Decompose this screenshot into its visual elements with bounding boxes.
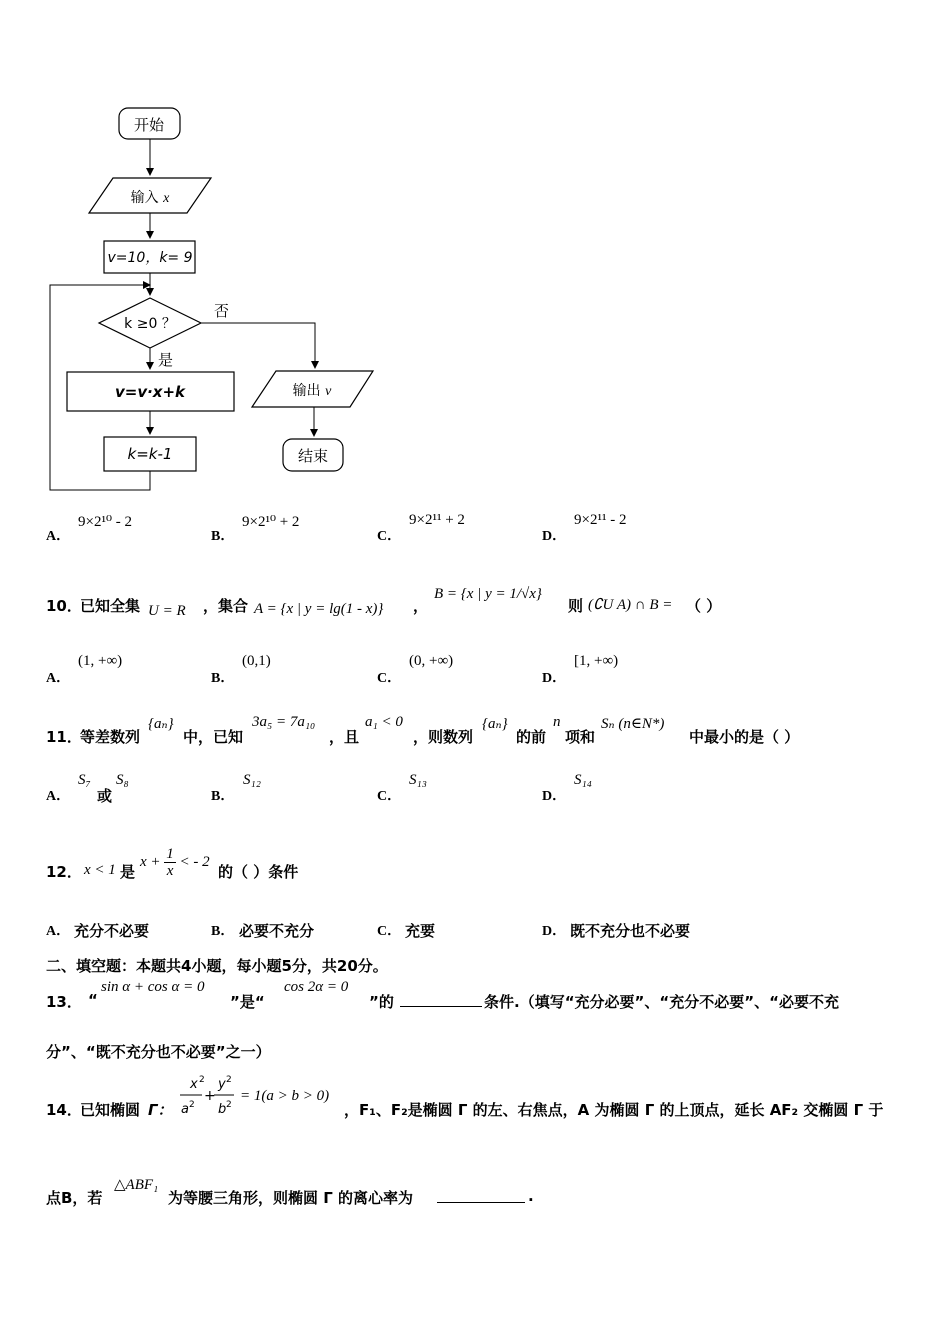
- q12-expr-lhs: x +: [140, 853, 161, 870]
- flow-update-v-text: v=v·x+k: [114, 383, 186, 401]
- q11-opt-a-value: S₇: [78, 772, 91, 788]
- q10-opt-a-label: A．: [46, 671, 71, 686]
- q9-opt-c-label: C．: [377, 529, 402, 544]
- q9-opt-a-value: 9×2¹⁰ - 2: [78, 514, 132, 530]
- svg-text:2: 2: [189, 1100, 195, 1110]
- q13-open-quote: “: [88, 991, 98, 1009]
- q10-text2: ，集合: [203, 597, 249, 615]
- flow-start-text: 开始: [133, 116, 165, 134]
- q11-opt-d-label: D．: [542, 789, 567, 804]
- q11-t2: 中，已知: [183, 728, 244, 746]
- q10-set-a: A = {x | y = lg(1 - x)}: [254, 601, 384, 617]
- q11-eq2: a₁ < 0: [365, 714, 403, 730]
- q9-opt-a-label: A．: [46, 529, 71, 544]
- q11-number: 11．: [46, 728, 82, 746]
- q11-opt-c-value: S₁₃: [409, 772, 427, 788]
- flow-yes-label: 是: [158, 351, 174, 369]
- flow-end-text: 结束: [297, 447, 329, 465]
- q10-set-b: B = {x | y = 1/√x}: [434, 586, 542, 602]
- q14-line2a: 点B，若: [46, 1189, 103, 1207]
- q12-t1: 是: [120, 863, 136, 881]
- q11-opt-c-label: C．: [377, 789, 402, 804]
- q12-expression: [140, 846, 210, 879]
- q11-sequence-2: {aₙ}: [482, 716, 508, 732]
- q11-opt-b-value: S₁₂: [243, 772, 261, 788]
- q10-comma: ，: [413, 597, 429, 615]
- q13-answer-blank: [400, 992, 482, 1007]
- q12-opt-c-value: 充要: [405, 922, 436, 940]
- q14-t2: ，F₁、F₂是椭圆 Γ 的左、右焦点，A 为椭圆 Γ 的上顶点，延长 AF₂ 交椭圆 Γ 于: [344, 1101, 884, 1119]
- q14-triangle: △ABF₁: [114, 1177, 159, 1193]
- q11-t4: ，则数列: [413, 728, 474, 746]
- q13-t2: ”的: [369, 993, 394, 1011]
- q12-opt-b-value: 必要不充分: [239, 922, 315, 940]
- q12-expr-rhs: < - 2: [179, 853, 210, 870]
- q10-opt-d-label: D．: [542, 671, 567, 686]
- q14-gamma: Γ：: [148, 1101, 173, 1119]
- q10-text3: 则: [568, 597, 584, 615]
- q13-expr2: cos 2α = 0: [284, 979, 349, 995]
- q14-number: 14．: [46, 1101, 82, 1119]
- q10-opt-b-label: B．: [211, 671, 235, 686]
- q11-opt-b-label: B．: [211, 789, 235, 804]
- q9-opt-b-label: B．: [211, 529, 235, 544]
- q10-opt-b-value: (0,1): [242, 653, 271, 669]
- svg-text:b: b: [218, 1102, 227, 1117]
- q11-sequence: {aₙ}: [148, 716, 174, 732]
- svg-text:y: y: [218, 1077, 226, 1092]
- flow-update-k-text: k=k-1: [127, 445, 173, 463]
- q13-t3: 条件.（填写“充分必要”、“充分不必要”、“必要不充: [484, 993, 839, 1011]
- q11-eq1: 3a₅ = 7a₁₀: [252, 714, 316, 730]
- q12-frac-den: x: [166, 863, 174, 879]
- q13-t1: ”是“: [230, 993, 265, 1011]
- q14-line2b: 为等腰三角形，则椭圆 Γ 的离心率为: [168, 1189, 414, 1207]
- svg-text:+: +: [204, 1088, 216, 1104]
- q10-number: 10．: [46, 597, 82, 615]
- q13-number: 13．: [46, 993, 82, 1011]
- flow-input-text: 输入 x: [130, 190, 170, 206]
- q12-frac-num: 1: [166, 846, 174, 862]
- q11-t1: 等差数列: [80, 728, 141, 746]
- q12-t2: 的（ ）条件: [218, 863, 299, 881]
- svg-text:2: 2: [199, 1075, 205, 1085]
- q12-opt-b-label: B．: [211, 924, 235, 939]
- q9-opt-b-value: 9×2¹⁰ + 2: [242, 514, 300, 530]
- flow-no-label: 否: [214, 302, 230, 320]
- q9-opt-d-value: 9×2¹¹ - 2: [574, 512, 627, 528]
- q11-opt-d-value: S₁₄: [574, 772, 592, 788]
- q11-opt-a-label: A．: [46, 789, 71, 804]
- q11-opt-a-or: 或: [97, 787, 113, 805]
- q10-expression: (∁U A) ∩ B =: [588, 597, 673, 613]
- q12-fraction: [164, 846, 176, 879]
- q11-t5: 的前: [516, 728, 547, 746]
- q10-universal-set: U = R: [148, 603, 186, 619]
- q9-opt-d-label: D．: [542, 529, 567, 544]
- q12-opt-d-label: D．: [542, 924, 567, 939]
- q9-opt-c-value: 9×2¹¹ + 2: [409, 512, 465, 528]
- q14-ellipse-condition: = 1(a > b > 0): [240, 1088, 330, 1104]
- q11-t6: 项和: [565, 728, 596, 746]
- q12-condition: x < 1: [84, 862, 116, 878]
- q12-opt-c-label: C．: [377, 924, 402, 939]
- q11-opt-a-value2: S₈: [116, 772, 129, 788]
- q11-partial-sum: Sₙ (n∈N*): [601, 716, 665, 732]
- q13-expr1: sin α + cos α = 0: [101, 979, 205, 995]
- q13-line2: 分”、“既不充分也不必要”之一）: [46, 1043, 271, 1061]
- q10-text1: 已知全集: [80, 597, 141, 615]
- svg-text:2: 2: [226, 1075, 232, 1085]
- q10-opt-c-label: C．: [377, 671, 402, 686]
- q10-paren: （ ）: [686, 597, 722, 615]
- q14-line2c: .: [528, 1187, 534, 1205]
- flow-condition-text: k ≥0 ？: [124, 316, 176, 332]
- q10-opt-d-value: [1, +∞): [574, 653, 619, 669]
- flowchart: [0, 0, 420, 500]
- q12-opt-a-value: 充分不必要: [74, 922, 150, 940]
- svg-text:a: a: [181, 1102, 189, 1117]
- flow-init-text: v=10，k= 9: [107, 250, 193, 266]
- q14-t1: 已知椭圆: [80, 1101, 141, 1119]
- q12-number: 12．: [46, 863, 82, 881]
- q11-t7: 中最小的是（ ）: [689, 728, 800, 746]
- svg-text:2: 2: [226, 1100, 232, 1110]
- q12-opt-d-value: 既不充分也不必要: [570, 922, 691, 940]
- q11-n: n: [553, 714, 561, 730]
- section-heading: 二、填空题：本题共4小题，每小题5分，共20分。: [46, 957, 388, 975]
- q14-answer-blank: [437, 1188, 525, 1203]
- q11-t3: ，且: [329, 728, 360, 746]
- svg-text:x: x: [190, 1077, 198, 1092]
- q10-opt-c-value: (0, +∞): [409, 653, 454, 669]
- flow-output-text: 输出 v: [292, 383, 332, 399]
- q14-ellipse-fractions: [176, 1075, 236, 1123]
- q10-opt-a-value: (1, +∞): [78, 653, 123, 669]
- q12-opt-a-label: A．: [46, 924, 71, 939]
